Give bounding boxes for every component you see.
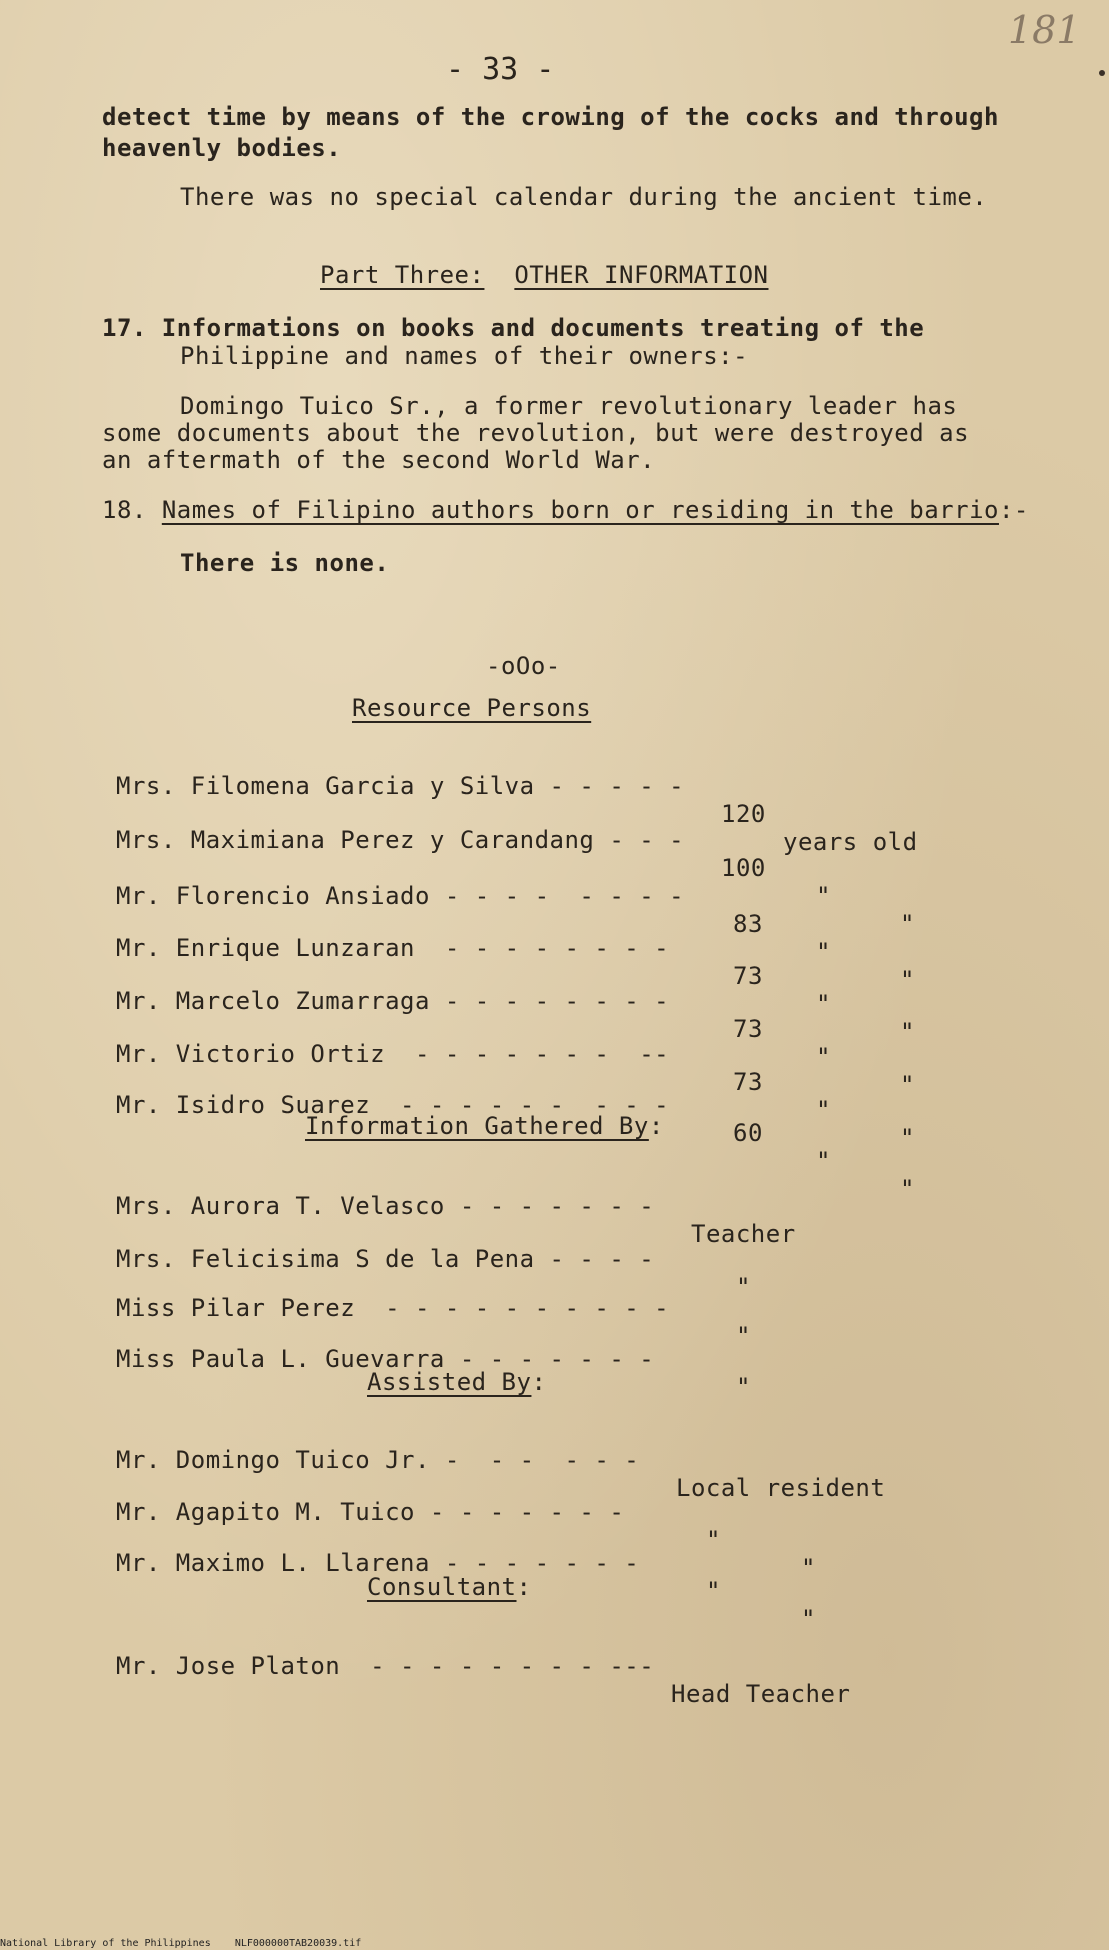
gathered-by-heading [305, 1112, 664, 1140]
part-three-heading [320, 261, 769, 289]
ditto-mark: " [801, 1605, 816, 1633]
gathered-by-row [116, 1317, 1016, 1429]
person-age: 120 [721, 800, 766, 828]
person-name: Mr. Victorio Ortiz - - - - - - - -- [116, 1040, 670, 1068]
item-18-text: There is none. [180, 549, 390, 577]
assistant-name: Mr. Maximo L. Llarena - - - - - - - [116, 1549, 640, 1577]
section-divider: -oOo- [486, 652, 561, 680]
ditto-mark: " [816, 990, 831, 1018]
person-name: Mr. Marcelo Zumarraga - - - - - - - - [116, 987, 670, 1015]
consultant-name: Mr. Jose Platon - - - - - - - - --- [116, 1652, 655, 1680]
ditto-mark: " [706, 1526, 721, 1554]
age-unit: years old [783, 828, 918, 856]
part-heading-label: Part Three: [320, 261, 485, 289]
item-18-heading [102, 496, 1029, 524]
item-17-heading-line: Philippine and names of their owners:- [180, 342, 749, 370]
resource-persons-title: Resource Persons [352, 694, 592, 722]
ditto-mark: " [900, 966, 915, 994]
ditto-mark: " [900, 910, 915, 938]
ditto-mark: " [816, 1043, 831, 1071]
gatherer-name: Mrs. Felicisima S de la Pena - - - - [116, 1245, 655, 1273]
ditto-mark: " [736, 1273, 751, 1301]
punch-mark [1099, 70, 1105, 76]
assistant-name: Mr. Domingo Tuico Jr. - - - - - - [116, 1446, 640, 1474]
gathered-by-suffix: : [648, 1112, 664, 1140]
item-17-text-line: an aftermath of the second World War. [102, 446, 656, 474]
consultant-heading [367, 1573, 531, 1601]
ditto-mark: " [736, 1373, 751, 1401]
file-name: NLF000000TAB20039.tif [234, 1938, 362, 1949]
consultant-role: Head Teacher [671, 1680, 851, 1708]
ditto-mark: " [706, 1577, 721, 1605]
ditto-mark: " [900, 1018, 915, 1046]
ditto-mark: " [736, 1322, 751, 1350]
ditto-mark: " [900, 1175, 915, 1203]
person-name: Mr. Florencio Ansiado - - - - - - - - [116, 882, 685, 910]
person-name: Mrs. Maximiana Perez y Carandang - - - [116, 826, 685, 854]
handwritten-page-number: 181 [1008, 8, 1081, 52]
item-18-number: 18. [102, 496, 147, 524]
ditto-mark: " [816, 938, 831, 966]
person-age: 83 [733, 910, 763, 938]
gatherer-name: Mrs. Aurora T. Velasco - - - - - - - [116, 1192, 655, 1220]
library-name: National Library of the Philippines [0, 1938, 211, 1949]
gathered-by-title: Information Gathered By [305, 1112, 649, 1140]
page-number: - 33 - [446, 52, 555, 87]
paragraph-calendar: There was no special calendar during the ancient time. [180, 183, 988, 211]
part-heading-title: OTHER INFORMATION [514, 261, 769, 289]
ditto-mark: " [816, 1147, 831, 1175]
consultant-title: Consultant [367, 1573, 517, 1601]
ditto-mark: " [801, 1554, 816, 1582]
ditto-mark: " [816, 1096, 831, 1124]
person-age: 100 [721, 854, 766, 882]
item-17-text-line: some documents about the revolution, but were destroyed as [102, 419, 970, 447]
item-17-text-line: Domingo Tuico Sr., a former revolutionary leader has [180, 392, 958, 420]
consultant-suffix: : [516, 1573, 532, 1601]
ditto-mark: " [900, 1124, 915, 1152]
assistant-role: Local resident [676, 1474, 886, 1502]
person-name: Mr. Isidro Suarez - - - - - - - - - [116, 1091, 670, 1119]
person-age: 73 [733, 1068, 763, 1096]
assisted-by-title: Assisted By [367, 1368, 532, 1396]
person-age: 73 [733, 1015, 763, 1043]
item-18-suffix: :- [998, 496, 1029, 524]
paragraph-line: detect time by means of the crowing of the cocks and through [102, 103, 999, 131]
assisted-by-suffix: : [531, 1368, 547, 1396]
paragraph-line: heavenly bodies. [102, 134, 342, 162]
gatherer-role: Teacher [691, 1220, 796, 1248]
scan-footer [0, 1938, 361, 1949]
person-age: 60 [733, 1119, 763, 1147]
item-18-title: Names of Filipino authors born or residing in the barrio [161, 496, 999, 524]
item-17-heading-line: 17. Informations on books and documents treating of the [102, 314, 925, 342]
consultant-row [116, 1624, 1016, 1736]
person-age: 73 [733, 962, 763, 990]
assistant-name: Mr. Agapito M. Tuico - - - - - - - [116, 1498, 625, 1526]
ditto-mark: " [900, 1071, 915, 1099]
gatherer-name: Miss Pilar Perez - - - - - - - - - - [116, 1294, 670, 1322]
person-name: Mrs. Filomena Garcia y Silva - - - - - [116, 772, 685, 800]
person-name: Mr. Enrique Lunzaran - - - - - - - - [116, 934, 670, 962]
ditto-mark: " [816, 882, 831, 910]
assisted-by-heading [367, 1368, 546, 1396]
gatherer-name: Miss Paula L. Guevarra - - - - - - - [116, 1345, 655, 1373]
